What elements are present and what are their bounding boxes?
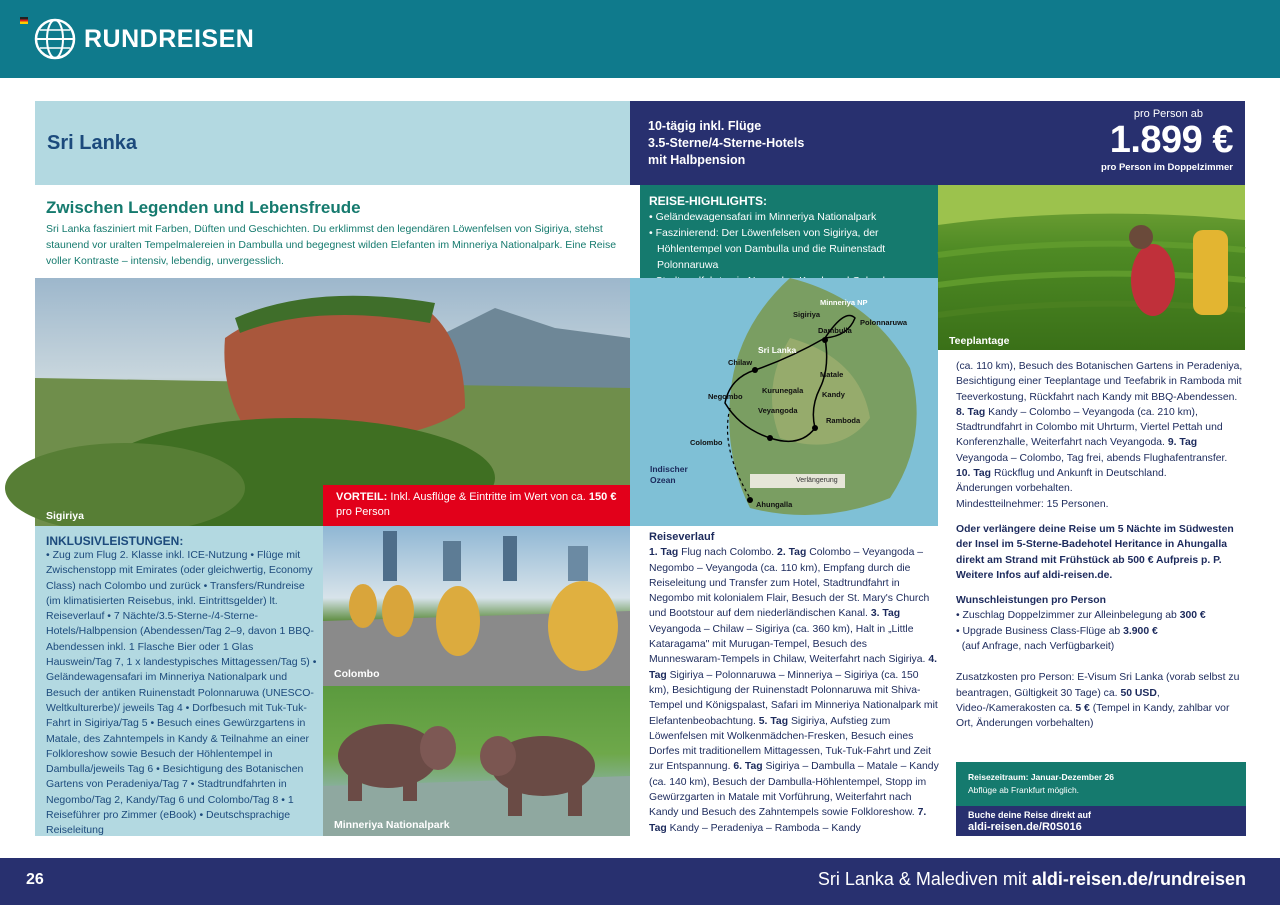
caption-colombo: Colombo: [334, 668, 380, 680]
min-participants: Mindestteilnehmer: 15 Personen.: [956, 498, 1109, 510]
extra-costs-text: Zusatzkosten pro Person: E-Visum Sri Lanka (vorab selbst zu beantragen, Gültigkeit 30 Tage) ca.: [956, 672, 1240, 699]
advantage-amount: 150 €: [588, 491, 617, 503]
day-label: 6. Tag: [733, 761, 763, 773]
extra-costs: [956, 670, 1248, 731]
travel-period-box: [956, 762, 1246, 806]
price-prefix: pro Person ab: [1133, 108, 1203, 120]
map-place-kurunegala: Kurunegala: [762, 386, 804, 395]
map-place-kandy: Kandy: [822, 390, 845, 399]
day-text: Colombo – Veyangoda – Negombo – Veyangoda (ca. 110 km), Empfang durch die Reiseleitung und Transfer zum Hotel, Stadtrundfahrt in Negombo mit kolonialem Flair, Besuch der St. Mary's Church und Bootstour auf dem niederländischen Kanal.: [649, 547, 930, 620]
booking-link[interactable]: aldi-reisen.de/R0S016: [968, 821, 1082, 833]
day-text: Sigiriya, Aufstieg zum Löwenfelsen mit Wolkenmädchen-Fresken, Besuch eines Dorfes mit traditionellem Mittagessen, Tuk-Tuk-Fahrt und Zeit zur Entspannung.: [649, 715, 931, 773]
tea-plantation-photo: [938, 185, 1245, 350]
map-ocean-label: Indischer Ozean: [650, 464, 688, 485]
map-place-polonnaruwa: Polonnaruwa: [860, 318, 908, 327]
price: 1.899 €: [1109, 119, 1233, 161]
advantage-banner: [323, 485, 630, 526]
camera-price: 5 €: [1075, 702, 1090, 714]
caption-sigiriya: Sigiriya: [46, 510, 84, 522]
map-place-matale: Matale: [820, 370, 844, 379]
map-place-veyangoda: Veyangoda: [758, 406, 798, 415]
offer-info: [648, 118, 908, 169]
map-place-ahungalla: Ahungalla: [756, 500, 793, 509]
route-map-drawing: [630, 278, 938, 526]
map-place-ramboda: Ramboda: [826, 416, 861, 425]
advantage-label: VORTEIL:: [336, 491, 388, 503]
changes-note: Änderungen vorbehalten.: [956, 483, 1073, 495]
advantage-suffix: pro Person: [336, 506, 390, 518]
colombo-image: [323, 526, 630, 686]
intro: [35, 188, 630, 278]
day-label: 2. Tag: [777, 547, 807, 559]
day-text: Rückflug und Ankunft in Deutschland.: [993, 468, 1167, 480]
optional-text: Zuschlag Doppelzimmer zur Alleinbelegung ab: [962, 610, 1177, 622]
offer-line-2: 3.5-Sterne/4-Sterne-Hotels: [648, 136, 805, 150]
route-map: [630, 278, 938, 526]
advantage-text: Inkl. Ausflüge & Eintritte im Wert von ca.: [390, 491, 586, 503]
day-label: 8. Tag: [956, 406, 986, 418]
price-suffix: pro Person im Doppelzimmer: [1101, 162, 1233, 173]
booking-box: [956, 806, 1246, 836]
intro-text: Sri Lanka fasziniert mit Farben, Düften und Geschichten. Du erklimmst den legendären Löwenfelsen von Sigiriya, stehst staunend vor uralten Tempelmalereien in Dambulla und begegnest wilden Elefanten im Minneriya Nationalpark. Eine Reise voller Kontraste – intensiv, lebendig, unvergesslich.: [46, 223, 617, 267]
day-text: Flug nach Colombo.: [681, 547, 775, 559]
optional-price: 300 €: [1179, 610, 1206, 622]
offer-line-3: mit Halbpension: [648, 153, 746, 167]
offer-line-1: 10-tägig inkl. Flüge: [648, 119, 762, 133]
footer-text: [818, 869, 1246, 890]
title-box: [35, 101, 630, 185]
page-title: Sri Lanka: [47, 132, 138, 154]
day-label: 3. Tag: [870, 608, 901, 620]
highlight-item: • Geländewagensafari im Minneriya Nationalpark: [649, 211, 877, 223]
optional-heading: Wunschleistungen pro Person: [956, 595, 1106, 607]
map-place-sigiriya: Sigiriya: [793, 310, 821, 319]
map-place-dambulla: Dambulla: [818, 326, 852, 335]
map-country-label: Sri Lanka: [758, 345, 797, 355]
highlight-text: Geländewagensafari im Minneriya Nationalpark: [655, 211, 877, 223]
itinerary-text: [649, 545, 939, 836]
page-number: 26: [26, 871, 44, 888]
day-text: Sigiriya – Dambulla – Matale – Kandy (ca. 140 km), Besuch der Dambulla-Höhlentempel, Stopp im Gewürzgarten in Matale mit Vorführung, Weiterfahrt nach Kandy und Besuch des Zahntempels sowie Folkloreshow.: [649, 761, 939, 819]
travel-period: Reisezeitraum: Januar-Dezember 26: [968, 772, 1114, 782]
footer-link[interactable]: aldi-reisen.de/rundreisen: [1031, 869, 1246, 889]
tea-plantation-image: [938, 185, 1245, 350]
day-text: Kandy – Colombo – Veyangoda (ca. 210 km), Stadtrundfahrt in Colombo mit Uhrturm, Viertel Pettah und Konferenzhalle, Weiterfahrt nach Veyangoda.: [956, 406, 1223, 449]
highlight-item: • Faszinierend: Der Löwenfelsen von Sigiriya, der Höhlentempel von Dambulla und die Ruinenstadt Polonnaruwa: [649, 227, 886, 271]
footer-label: Sri Lanka & Malediven mit: [817, 869, 1027, 889]
itinerary-heading: Reiseverlauf: [649, 531, 715, 543]
caption-teeplantage: Teeplantage: [949, 335, 1010, 347]
extension-text: Oder verlängere deine Reise um 5 Nächte im Südwesten der Insel im 5-Sterne-Badehotel Heritance in Ahungalla direkt am Strand mit Frühstück ab 500 € Aufpreis p. P. Weitere Infos auf aldi-reisen.de.: [956, 523, 1234, 581]
highlights-heading: REISE-HIGHLIGHTS:: [649, 194, 768, 208]
day-text: Sigiriya – Polonnaruwa – Minneriya – Sigiriya (ca. 150 km), Besichtigung der Ruinenstadt Polonnaruwa mit Shiva-Tempel und Königspalast, Safari im Minneriya Nationalpark mit Elefantenbeobachtung.: [649, 669, 938, 727]
day-text: Veyangoda – Colombo, Tag frei, abends Flughafentransfer.: [956, 452, 1228, 464]
colombo-photo: [323, 526, 630, 686]
flag-icon: [20, 17, 28, 24]
section-title: RUNDREISEN: [84, 25, 255, 53]
optional-services: [956, 593, 1248, 654]
header-bar: [0, 0, 1280, 78]
map-place-minneriya: Minneriya NP: [820, 298, 868, 307]
map-place-chilaw: Chilaw: [728, 358, 753, 367]
map-place-colombo: Colombo: [690, 438, 723, 447]
continued-text: [956, 359, 1248, 512]
offer-box: [630, 101, 1245, 185]
highlight-text: Faszinierend: Der Löwenfelsen von Sigiriya, der Höhlentempel von Dambulla und die Ruinenstadt Polonnaruwa: [655, 227, 886, 271]
inclusive-text: • Zug zum Flug 2. Klasse inkl. ICE-Nutzung • Flüge mit Zwischenstopp mit Emirates (oder gleichwertig, Economy Class) nach Colombo und zurück • Transfers/Rundreise (im klimatisierten Reisebus, inkl. Eintrittsgelder) lt. Reiseverlauf • 7 Nächte/3.5-Sterne-/4-Sterne-Hotels/Halbpension (Abendessen/Tag 2–9, davon 1 BBQ-Abendessen inkl. 1 Flasche Bier oder 1 Glas Hauswein/Tag 7, 1 x landestypisches Mittagessen/Tag 5) • Geländewagensafari im Minneriya Nationalpark und Besuch der antiken Ruinenstadt Polonnaruwa (UNESCO-Weltkulturerbe)/ jeweils Tag 4 • Dorfbesuch mit Tuk-Tuk-Fahrt in Sigiriya/Tag 5 • Besuch eines Gewürzgartens in Matale, des Zahntempels in Kandy & Teilnahme an einer Folkloreshow sowie Besuch der Höhlentempel in Dambulla/jeweils Tag 6 • Besichtigung des Botanischen Gartens von Peradeniya/Tag 7 • Stadtrundfahrten in Negombo/Tag 2, Kandy/Tag 6 und Colombo/Tag 8 • 1 Reiseführer pro Zimmer (eBook) • Deutschsprachige Reiseleitung: [46, 549, 317, 837]
optional-item: • Zuschlag Doppelzimmer zur Alleinbelegung ab 300 €: [956, 610, 1206, 622]
optional-text: Upgrade Business Class-Flüge ab: [962, 625, 1121, 637]
day-label: 7. Tag: [649, 807, 927, 834]
caption-minneriya: Minneriya Nationalpark: [334, 819, 450, 831]
elephants-image: [323, 686, 630, 836]
highlights-box: [640, 185, 938, 278]
day-text: Kandy – Peradeniya – Ramboda – Kandy: [669, 822, 861, 834]
day-label: 9. Tag: [1167, 437, 1198, 449]
day-label: 1. Tag: [649, 547, 679, 559]
inclusive-services: [35, 526, 323, 836]
extra-costs-text: (Tempel in Kandy, zahlbar vor Ort, Änderungen vorbehalten): [956, 702, 1230, 730]
optional-note: (auf Anfrage, nach Verfügbarkeit): [961, 641, 1115, 653]
optional-list: [956, 608, 1248, 654]
itinerary-continued: [956, 359, 1248, 759]
day-text: Veyangoda – Chilaw – Sigiriya (ca. 360 km), Halt in „Little Kataragama" mit Murugan-Tempel, Besuch des Munneswaram-Tempels in Chilaw, Weiterfahrt nach Sigiriya.: [649, 623, 926, 666]
day-label: 5. Tag: [758, 715, 789, 727]
visa-price: 50 USD: [1120, 687, 1157, 699]
highlights-list: [649, 209, 932, 289]
globe-icon: [34, 18, 76, 60]
day-label: 4. Tag: [649, 654, 937, 681]
elephants-photo: [323, 686, 630, 836]
itinerary: [649, 530, 939, 844]
day-7-text: (ca. 110 km), Besuch des Botanischen Gartens in Peradeniya, Besichtigung einer Teeplantage und Teefabrik in Ramboda mit Teeverkostung, Rückfahrt nach Kandy mit BBQ-Abendessen.: [956, 361, 1243, 403]
map-place-negombo: Negombo: [708, 392, 743, 401]
optional-price: 3.900 €: [1123, 625, 1158, 637]
map-legend-label: Verlängerung: [796, 477, 838, 484]
extra-costs-text: , Video-/Kamerakosten ca.: [956, 687, 1160, 714]
day-label: 10. Tag: [956, 468, 992, 480]
inclusive-heading: INKLUSIVLEISTUNGEN:: [46, 534, 184, 548]
optional-item: • Upgrade Business Class-Flüge ab 3.900 € (auf Anfrage, nach Verfügbarkeit): [956, 625, 1158, 653]
departure-note: Abflüge ab Frankfurt möglich.: [968, 785, 1080, 795]
extension-offer: [956, 522, 1248, 583]
booking-label: Buche deine Reise direkt auf: [968, 810, 1092, 820]
intro-heading: Zwischen Legenden und Lebensfreude: [46, 198, 361, 217]
footer-bar: [0, 858, 1280, 905]
